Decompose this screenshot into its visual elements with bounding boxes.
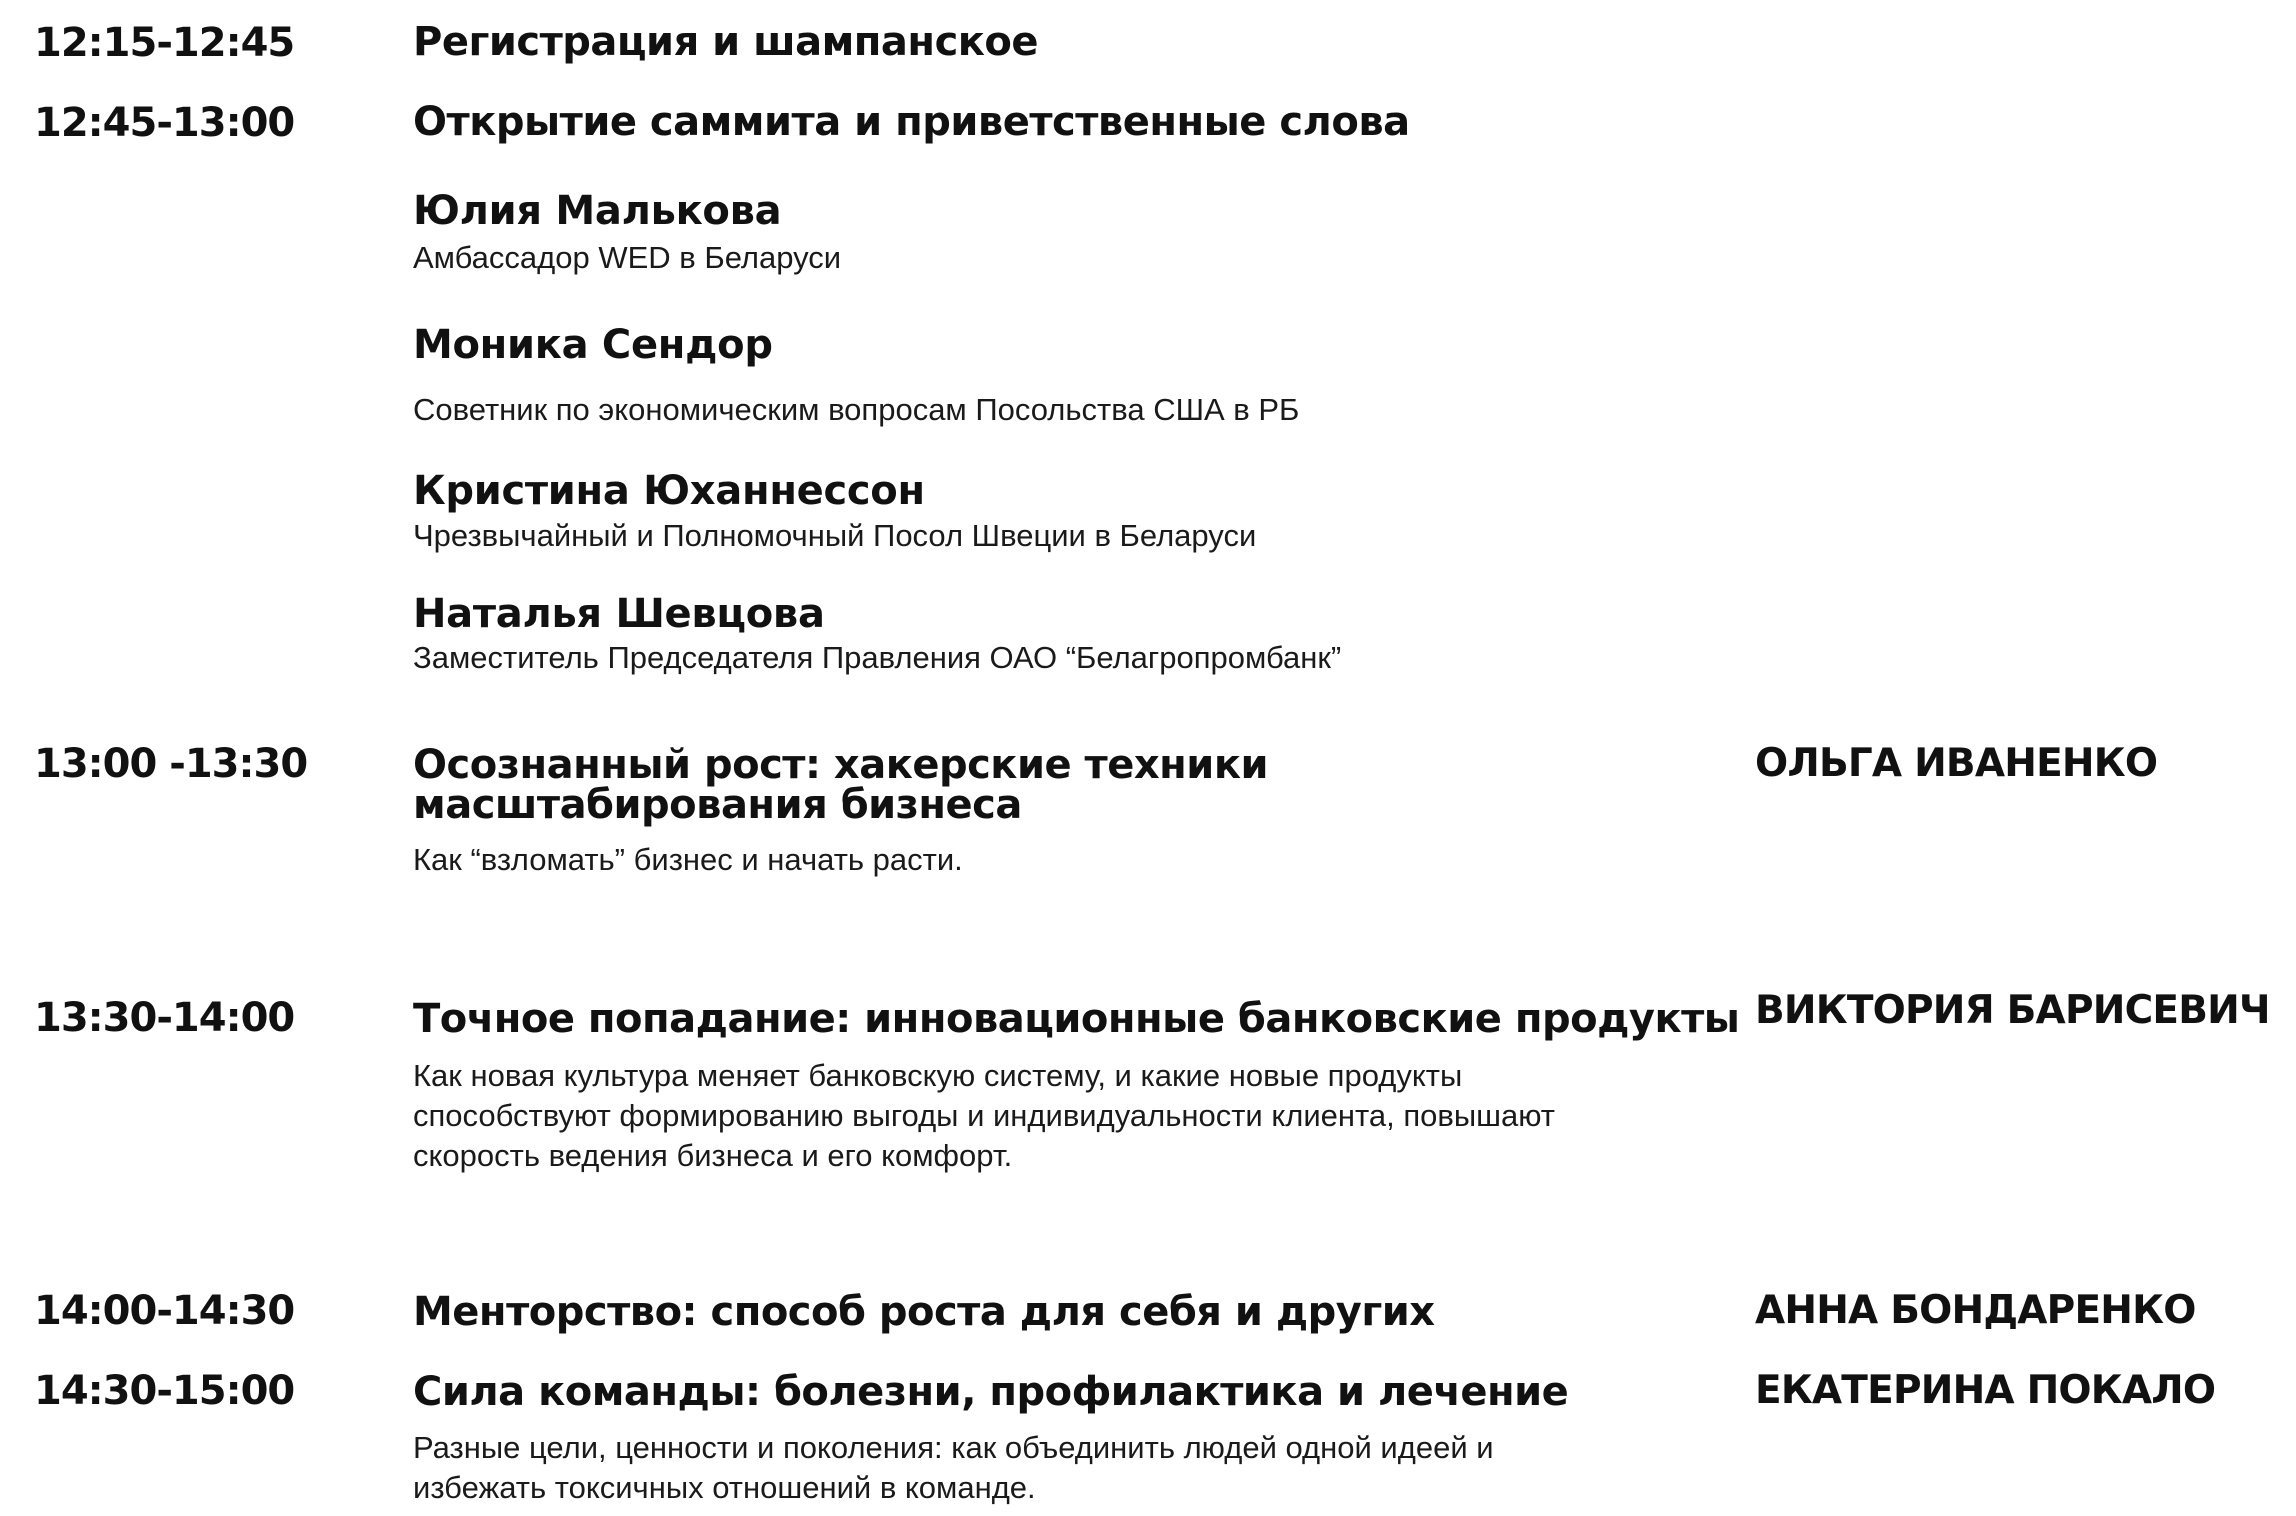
speaker-name: Кристина Юханнессон — [413, 468, 925, 514]
session-speaker: АННА БОНДАРЕНКО — [1755, 1288, 2196, 1333]
speaker-role: Чрезвычайный и Полномочный Посол Швеции в Беларуси — [413, 518, 1257, 553]
time-slot: 14:30-15:00 — [34, 1368, 295, 1414]
session-description-line: Разные цели, ценности и поколения: как объединить людей одной идеей и — [413, 1430, 1494, 1465]
session-description-line: избежать токсичных отношений в команде. — [413, 1470, 1036, 1505]
session-title: Открытие саммита и приветственные слова — [413, 99, 1410, 145]
time-slot: 13:00 -13:30 — [34, 741, 308, 787]
session-description-line: способствуют формированию выгоды и индивидуальности клиента, повышают — [413, 1098, 1555, 1133]
speaker-role: Советник по экономическим вопросам Посольства США в РБ — [413, 392, 1300, 427]
speaker-role: Заместитель Председателя Правления ОАО “Белагропромбанк” — [413, 640, 1342, 675]
speaker-name: Юлия Малькова — [413, 188, 782, 234]
session-title: Точное попадание: инновационные банковские продукты — [413, 996, 1740, 1042]
session-speaker: ВИКТОРИЯ БАРИСЕВИЧ — [1755, 988, 2270, 1033]
session-speaker: ОЛЬГА ИВАНЕНКО — [1755, 741, 2158, 786]
session-title: Сила команды: болезни, профилактика и лечение — [413, 1369, 1569, 1415]
session-title-line-1: Осознанный рост: хакерские техники — [413, 742, 1268, 788]
session-description-line: скорость ведения бизнеса и его комфорт. — [413, 1138, 1013, 1173]
session-description-line: Как новая культура меняет банковскую систему, и какие новые продукты — [413, 1058, 1463, 1093]
session-title: Менторство: способ роста для себя и других — [413, 1289, 1435, 1335]
session-title-line-2: масштабирования бизнеса — [413, 782, 1022, 828]
speaker-name: Моника Сендор — [413, 322, 773, 368]
time-slot: 12:15-12:45 — [34, 20, 295, 66]
session-title: Регистрация и шампанское — [413, 19, 1039, 65]
session-description: Как “взломать” бизнес и начать расти. — [413, 842, 963, 877]
speaker-role: Амбассадор WED в Беларуси — [413, 240, 842, 275]
speaker-name: Наталья Шевцова — [413, 591, 825, 637]
time-slot: 14:00-14:30 — [34, 1288, 295, 1334]
time-slot: 13:30-14:00 — [34, 995, 295, 1041]
time-slot: 12:45-13:00 — [34, 100, 295, 146]
session-speaker: ЕКАТЕРИНА ПОКАЛО — [1755, 1368, 2216, 1413]
